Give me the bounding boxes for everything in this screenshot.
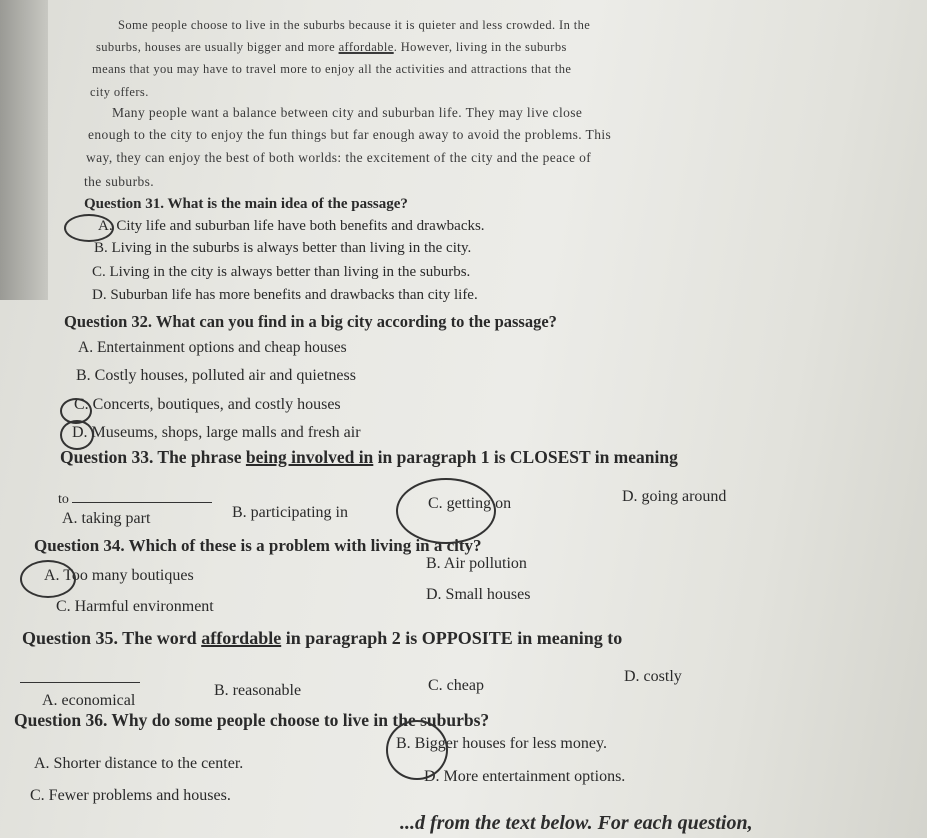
- question-35-blank: [20, 670, 140, 688]
- page-shadow: [0, 0, 48, 300]
- option-35a[interactable]: A. economical: [42, 692, 136, 709]
- option-35d[interactable]: D. costly: [624, 668, 682, 685]
- option-34a[interactable]: A. Too many boutiques: [44, 567, 194, 584]
- option-34c[interactable]: C. Harmful environment: [56, 598, 214, 615]
- passage-line: city offers.: [90, 85, 149, 99]
- option-31c[interactable]: C. Living in the city is always better than living in the suburbs.: [92, 264, 471, 280]
- option-31b[interactable]: B. Living in the suburbs is always better than living in the city.: [94, 240, 472, 256]
- option-31d[interactable]: D. Suburban life has more benefits and drawbacks than city life.: [92, 287, 478, 303]
- option-36b[interactable]: B. Bigger houses for less money.: [396, 735, 607, 752]
- question-34: Question 34. Which of these is a problem with living in a city?: [34, 536, 482, 555]
- option-35c[interactable]: C. cheap: [428, 677, 484, 694]
- next-section-heading: ...d from the text below. For each question,: [400, 812, 753, 834]
- passage-line: way, they can enjoy the best of both worlds: the excitement of the city and the peace of: [86, 150, 592, 165]
- option-34b[interactable]: B. Air pollution: [426, 555, 527, 572]
- passage-line: enough to the city to enjoy the fun things but far enough away to avoid the problems. This: [88, 127, 612, 142]
- option-33c[interactable]: C. getting on: [428, 495, 512, 512]
- answer-circle: [396, 478, 496, 544]
- answer-circle: [386, 720, 448, 780]
- question-33: Question 33. The phrase being involved in in paragraph 1 is CLOSEST in meaning: [60, 447, 678, 467]
- option-33a[interactable]: A. taking part: [62, 510, 151, 527]
- passage-line: Many people want a balance between city and suburban life. They may live close: [112, 105, 583, 120]
- question-33-blank: to: [58, 490, 212, 508]
- question-31: Question 31. What is the main idea of the passage?: [84, 196, 408, 212]
- option-34d[interactable]: D. Small houses: [426, 586, 531, 603]
- option-35b[interactable]: B. reasonable: [214, 682, 302, 699]
- passage-line: means that you may have to travel more to enjoy all the activities and attractions that the: [92, 62, 572, 76]
- option-32a[interactable]: A. Entertainment options and cheap houses: [78, 339, 347, 356]
- option-36d[interactable]: D. More entertainment options.: [424, 768, 626, 785]
- question-32: Question 32. What can you find in a big city according to the passage?: [64, 312, 557, 331]
- option-36a[interactable]: A. Shorter distance to the center.: [34, 755, 244, 772]
- question-35: Question 35. The word affordable in paragraph 2 is OPPOSITE in meaning to: [22, 628, 623, 648]
- option-33d[interactable]: D. going around: [622, 488, 727, 505]
- option-31a[interactable]: A. City life and suburban life have both benefits and drawbacks.: [98, 218, 485, 234]
- option-36c[interactable]: C. Fewer problems and houses.: [30, 787, 231, 804]
- answer-circle: [20, 560, 76, 598]
- question-36: Question 36. Why do some people choose to live in the suburbs?: [14, 710, 490, 730]
- answer-circle: [64, 214, 114, 242]
- option-32b[interactable]: B. Costly houses, polluted air and quietness: [76, 367, 356, 384]
- option-32c[interactable]: C. Concerts, boutiques, and costly houses: [74, 396, 341, 413]
- option-33b[interactable]: B. participating in: [232, 504, 348, 521]
- answer-circle: [60, 420, 94, 450]
- passage-line: the suburbs.: [84, 174, 155, 189]
- passage-line: Some people choose to live in the suburbs because it is quieter and less crowded. In the: [118, 18, 591, 32]
- passage-line: suburbs, houses are usually bigger and more affordable. However, living in the suburbs: [96, 40, 567, 54]
- option-32d[interactable]: D. Museums, shops, large malls and fresh air: [72, 424, 361, 441]
